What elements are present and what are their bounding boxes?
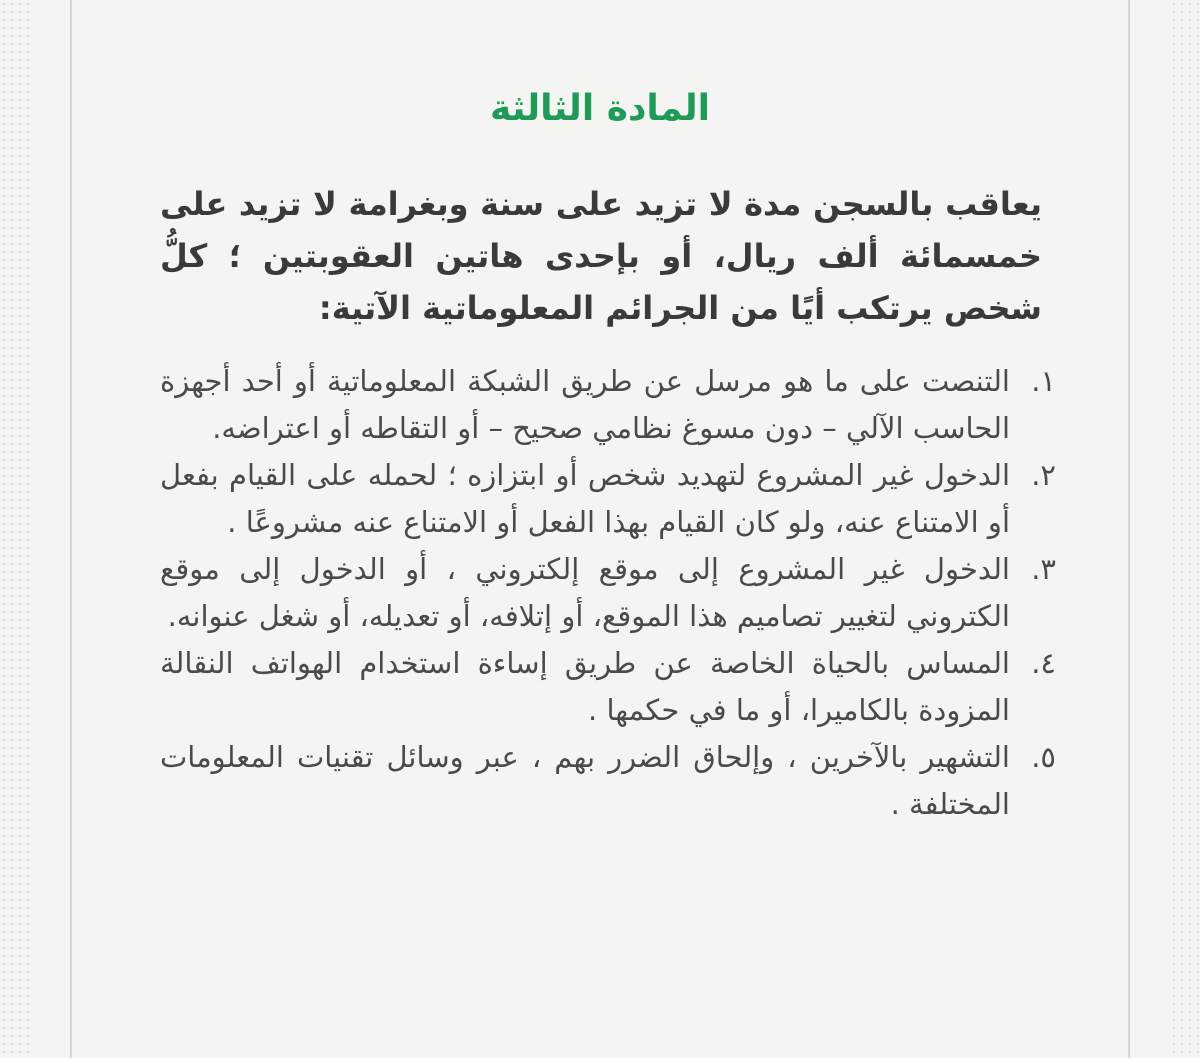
list-item — [160, 358, 1056, 452]
item-number: ٣. — [1031, 552, 1056, 586]
article-intro: يعاقب بالسجن مدة لا تزيد على سنة وبغرامة لا تزيد على خمسمائة ألف ريال، أو بإحدى هاتين العقوبتين ؛ كلُّ شخص يرتكب أيًا من الجرائم المعلوماتية الآتية: — [160, 185, 1042, 327]
item-text: الدخول غير المشروع لتهديد شخص أو ابتزازه ؛ لحمله على القيام بفعل أو الامتناع عنه، ولو كان القيام بهذا الفعل أو الامتناع عنه مشروعًا . — [160, 458, 1010, 539]
article-title: المادة الثالثة — [490, 88, 710, 129]
background-pattern-left — [0, 0, 30, 1058]
item-text: التشهير بالآخرين ، وإلحاق الضرر بهم ، عبر وسائل تقنيات المعلومات المختلفة . — [160, 740, 1010, 821]
item-text: التنصت على ما هو مرسل عن طريق الشبكة المعلوماتية أو أحد أجهزة الحاسب الآلي – دون مسوغ نظامي صحيح – أو التقاطه أو اعتراضه. — [160, 364, 1010, 445]
document-page — [70, 0, 1130, 1058]
item-text: المساس بالحياة الخاصة عن طريق إساءة استخدام الهواتف النقالة المزودة بالكاميرا، أو ما في حكمها . — [160, 646, 1010, 727]
list-item — [160, 734, 1056, 828]
item-number: ٥. — [1031, 740, 1056, 774]
item-number: ١. — [1031, 364, 1056, 398]
list-item — [160, 452, 1056, 546]
item-text: الدخول غير المشروع إلى موقع إلكتروني ، أو الدخول إلى موقع الكتروني لتغيير تصاميم هذا الموقع، أو إتلافه، أو تعديله، أو شغل عنوانه. — [160, 552, 1010, 633]
list-item — [160, 546, 1056, 640]
crimes-list — [160, 358, 1056, 828]
list-item — [160, 640, 1056, 734]
item-number: ٤. — [1031, 646, 1056, 680]
item-number: ٢. — [1031, 458, 1056, 492]
background-pattern-right — [1170, 0, 1200, 1058]
